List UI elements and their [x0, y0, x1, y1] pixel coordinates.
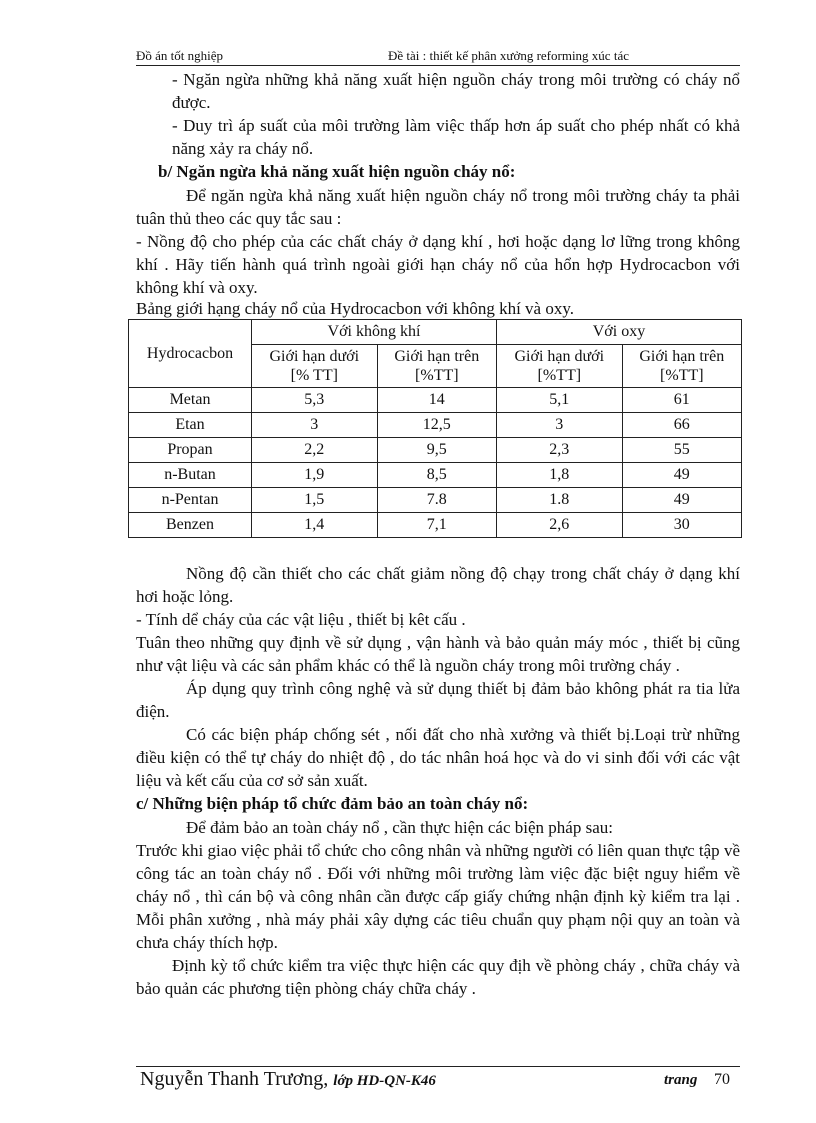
table-row — [129, 413, 742, 438]
body-paragraph-5: Có các biện pháp chống sét , nối đất cho nhà xưởng và thiết bị.Loại trừ những điều kiện có thể tự cháy do nhiệt độ , do tác nhân hoá học và do vi sinh đối với các vật liệu và kết cấu của cơ sở sản xuất. — [136, 725, 740, 790]
cell-air-high: 8,5 — [377, 463, 496, 488]
header-rule — [136, 65, 740, 66]
cell-oxy-high: 30 — [622, 513, 741, 538]
section-c-heading: c/ Những biện pháp tổ chức đảm bảo an toàn cháy nổ: — [136, 794, 529, 813]
cell-oxy-low: 1,8 — [496, 463, 622, 488]
footer-page-number: 70 — [714, 1071, 730, 1088]
header-hydrocacbon: Hydrocacbon — [129, 320, 252, 388]
footer-page-label: trang — [664, 1072, 698, 1088]
cell-name: n-Butan — [129, 463, 252, 488]
cell-oxy-low: 3 — [496, 413, 622, 438]
cell-oxy-high: 66 — [622, 413, 741, 438]
cell-air-high: 7,1 — [377, 513, 496, 538]
table-caption: Bảng giới hạng cháy nổ của Hydrocacbon với không khí và oxy. — [136, 299, 574, 318]
header-with-oxy: Với oxy — [496, 320, 741, 345]
table-row — [129, 488, 742, 513]
cell-oxy-high: 49 — [622, 463, 741, 488]
cell-name: Benzen — [129, 513, 252, 538]
table-row — [129, 513, 742, 538]
cell-air-low: 2,2 — [252, 438, 378, 463]
section-b-paragraph-2: - Nồng độ cho phép của các chất cháy ở dạng khí , hơi hoặc dạng lơ lững trong không khí . Hãy tiến hành quá trình ngoài giới hạn cháy nổ của hổn hợp Hydrocacbon với không khí và oxy. — [136, 232, 740, 297]
header-left: Đồ án tốt nghiệp — [136, 48, 224, 63]
subheader-air-lower: Giới hạn dưới [% TT] — [252, 345, 378, 388]
cell-air-low: 3 — [252, 413, 378, 438]
body-paragraph-4: Áp dụng quy trình công nghệ và sử dụng thiết bị đảm bảo không phát ra tia lửa điện. — [136, 679, 740, 721]
table-row — [129, 463, 742, 488]
cell-oxy-high: 49 — [622, 488, 741, 513]
cell-oxy-low: 2,6 — [496, 513, 622, 538]
cell-name: n-Pentan — [129, 488, 252, 513]
body-paragraph-2: - Tính dể cháy của các vật liệu , thiết bị kêt cấu . — [136, 610, 466, 629]
header-with-air: Với không khí — [252, 320, 497, 345]
cell-oxy-high: 55 — [622, 438, 741, 463]
main-content — [136, 68, 740, 1000]
intro-item-1: - Ngăn ngừa những khả năng xuất hiện nguồn cháy trong môi trường có cháy nổ được. — [172, 70, 740, 112]
subheader-oxy-upper: Giới hạn trên [%TT] — [622, 345, 741, 388]
cell-oxy-low: 2,3 — [496, 438, 622, 463]
cell-name: Etan — [129, 413, 252, 438]
spacer — [136, 538, 740, 562]
page-header — [136, 46, 740, 66]
section-c-paragraph-3: Định kỳ tổ chức kiểm tra việc thực hiện các quy địh về phòng cháy , chữa cháy và bảo quản các phương tiện phòng cháy chữa cháy . — [136, 956, 740, 998]
subheader-air-upper: Giới hạn trên [%TT] — [377, 345, 496, 388]
section-c-paragraph-1: Để đảm bảo an toàn cháy nổ , cần thực hiện các biện pháp sau: — [186, 818, 613, 837]
footer-author: Nguyễn Thanh Trương, lớp HD-QN-K46 — [140, 1068, 436, 1090]
section-c-paragraph-2: Trước khi giao việc phải tổ chức cho công nhân và những người có liên quan thực tập về công tác an toàn cháy nổ . Đối với những môi trường làm việc đặc biệt nguy hiểm về cháy nổ , thì cán bộ và công nhân cần được cấp giấy chứng nhận định kỳ kiểm tra lại . Mỗi phân xưởng , nhà máy phải xây dựng các tiêu chuẩn quy phạm nội quy an toàn và chưa cháy thích hợp. — [136, 841, 740, 952]
cell-air-high: 7.8 — [377, 488, 496, 513]
subheader-oxy-lower: Giới hạn dưới [%TT] — [496, 345, 622, 388]
cell-air-low: 1,9 — [252, 463, 378, 488]
cell-name: Metan — [129, 388, 252, 413]
intro-item-2: - Duy trì áp suất của môi trường làm việc thấp hơn áp suất cho phép nhất có khả năng xảy ra cháy nổ. — [172, 116, 740, 158]
cell-air-low: 1,4 — [252, 513, 378, 538]
section-b-paragraph-1: Để ngăn ngừa khả năng xuất hiện nguồn cháy nổ trong môi trường cháy ta phải tuân thủ theo các quy tắc sau : — [136, 186, 740, 228]
flammability-table — [128, 319, 742, 538]
cell-air-high: 12,5 — [377, 413, 496, 438]
cell-air-low: 1,5 — [252, 488, 378, 513]
table-row — [129, 388, 742, 413]
cell-oxy-high: 61 — [622, 388, 741, 413]
cell-air-high: 9,5 — [377, 438, 496, 463]
body-paragraph-1: Nồng độ cần thiết cho các chất giảm nồng độ chạy trong chất cháy ở dạng khí hơi hoặc lỏng. — [136, 564, 740, 606]
table-header-row — [129, 320, 742, 345]
page-footer — [140, 1066, 740, 1096]
cell-air-low: 5,3 — [252, 388, 378, 413]
table-row — [129, 438, 742, 463]
body-paragraph-3: Tuân theo những quy định về sử dụng , vận hành và bảo quản máy móc , thiết bị cũng như vật liệu và các sản phẩm khác có thể là nguồn cháy trong môi trường cháy . — [136, 633, 740, 675]
cell-name: Propan — [129, 438, 252, 463]
cell-oxy-low: 5,1 — [496, 388, 622, 413]
section-b-heading: b/ Ngăn ngừa khả năng xuất hiện nguồn cháy nổ: — [158, 162, 516, 181]
header-right: Đề tài : thiết kế phân xưởng reforming xúc tác — [388, 48, 629, 63]
footer-class: lớp HD-QN-K46 — [333, 1073, 436, 1089]
cell-air-high: 14 — [377, 388, 496, 413]
cell-oxy-low: 1.8 — [496, 488, 622, 513]
